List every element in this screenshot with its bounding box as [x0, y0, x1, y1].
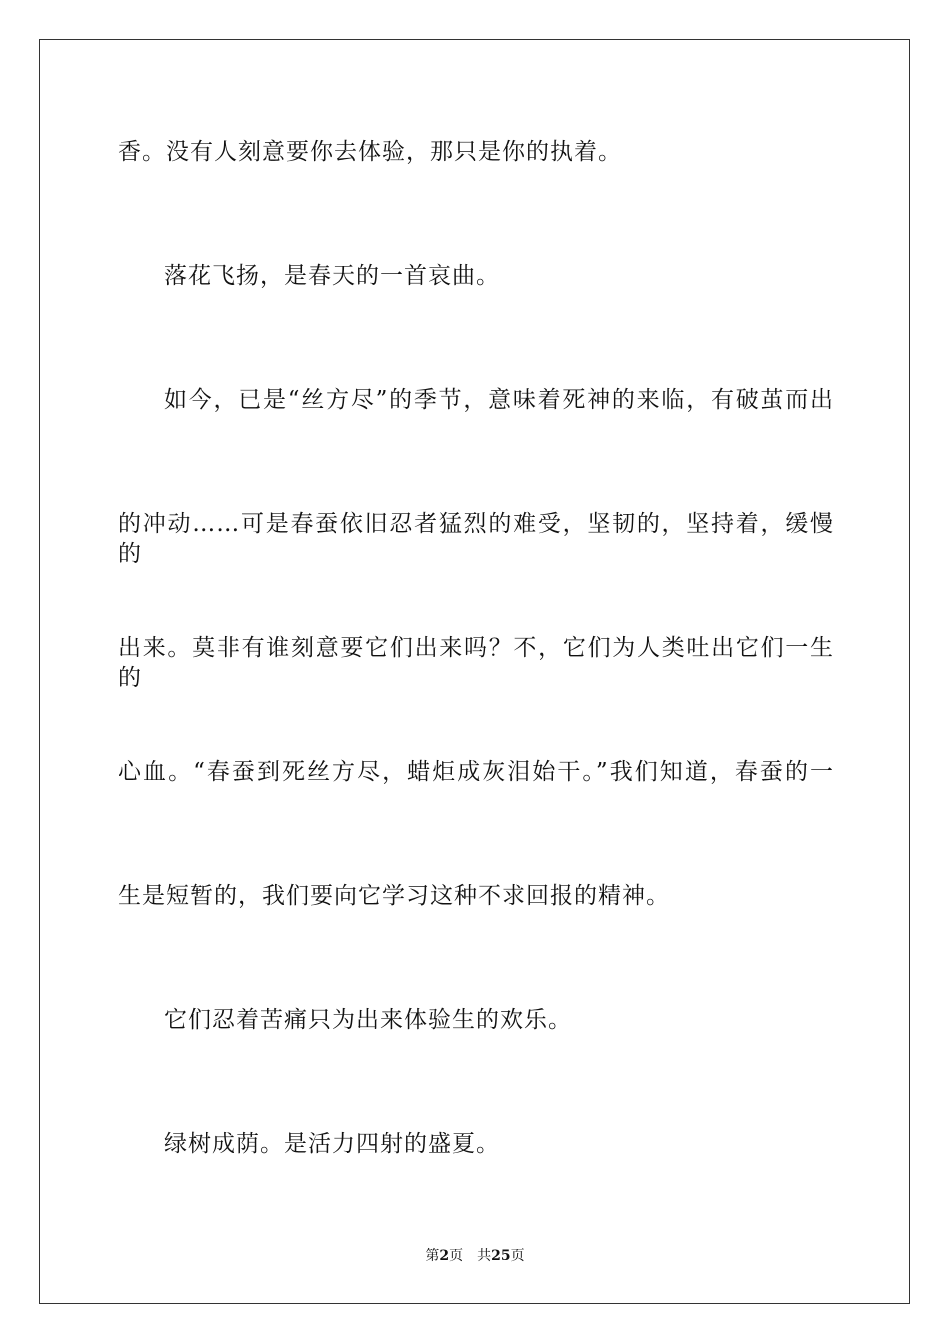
paragraph-line-2: 落花飞扬，是春天的一首哀曲。	[164, 263, 500, 289]
total-pages: 25	[491, 1248, 511, 1264]
paragraph-line-5: 出来。莫非有谁刻意要它们出来吗？不，它们为人类吐出它们一生的	[118, 635, 834, 691]
page-footer	[0, 1246, 950, 1266]
page-prefix: 第	[425, 1248, 440, 1264]
paragraph-line-1: 香。没有人刻意要你去体验，那只是你的执着。	[118, 139, 622, 165]
paragraph-line-3: 如今，已是“丝方尽”的季节，意味着死神的来临，有破茧而出	[164, 387, 834, 413]
paragraph-line-4: 的冲动……可是春蚕依旧忍者猛烈的难受，坚韧的，坚持着，缓慢的	[118, 511, 834, 567]
paragraph-line-7: 生是短暂的，我们要向它学习这种不求回报的精神。	[118, 883, 670, 909]
page-suffix: 页	[449, 1248, 464, 1264]
paragraph-line-9: 绿树成荫。是活力四射的盛夏。	[164, 1131, 500, 1157]
total-suffix: 页	[510, 1248, 525, 1264]
paragraph-line-6: 心血。“春蚕到死丝方尽，蜡炬成灰泪始干。”我们知道，春蚕的一	[118, 759, 834, 785]
paragraph-line-8: 它们忍着苦痛只为出来体验生的欢乐。	[164, 1007, 572, 1033]
total-prefix: 共	[477, 1248, 492, 1264]
page-number: 2	[439, 1248, 450, 1264]
